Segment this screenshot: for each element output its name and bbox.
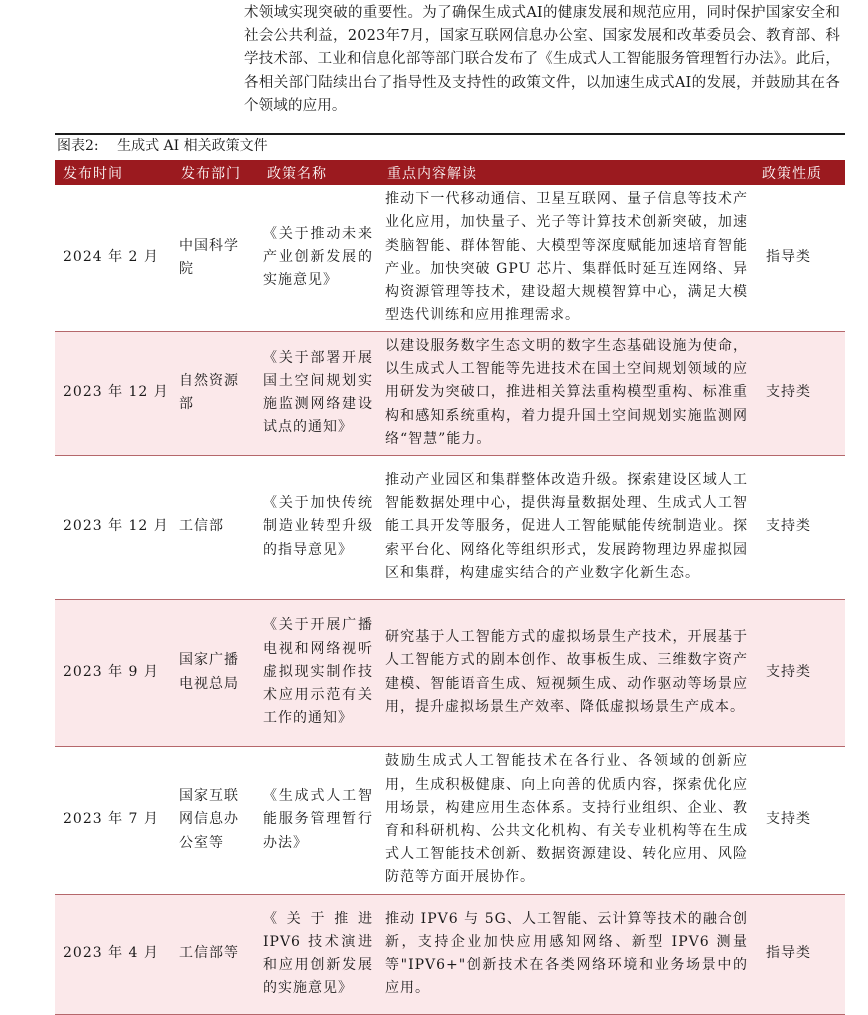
header-nature: 政策性质 (754, 160, 845, 185)
cell-policy-name: 《关于加快传统制造业转型升级的指导意见》 (259, 455, 379, 599)
policy-table (55, 160, 845, 1015)
caption-title: 生成式 AI 相关政策文件 (117, 138, 268, 154)
header-content: 重点内容解读 (379, 160, 754, 185)
cell-nature: 支持类 (754, 455, 845, 599)
cell-content: 研究基于人工智能方式的虚拟场景生产技术，开展基于人工智能方式的剧本创作、故事板生成、三维数字资产建模、智能语音生成、短视频生成、动作驱动等场景应用，提升虚拟场景生产效率、降低虚拟场景生产成本。 (379, 599, 754, 746)
cell-policy-name: 《关于开展广播电视和网络视听虚拟现实制作技术应用示范有关工作的通知》 (259, 599, 379, 746)
cell-nature: 支持类 (754, 746, 845, 894)
table-row (55, 599, 845, 746)
cell-dept: 自然资源部 (173, 331, 259, 455)
header-name: 政策名称 (259, 160, 379, 185)
cell-date: 2023 年 12 月 (55, 331, 173, 455)
header-dept: 发布部门 (173, 160, 259, 185)
header-date: 发布时间 (55, 160, 173, 185)
cell-dept: 国家广播电视总局 (173, 599, 259, 746)
cell-policy-name: 《关于推进 IPV6 技术演进和应用创新发展的实施意见》 (259, 894, 379, 1014)
cell-content: 以建设服务数字生态文明的数字生态基础设施为使命，以生成式人工智能等先进技术在国土空间规划领域的应用研发为突破口，推进相关算法重构模型重构、标准重构和感知系统重构，着力提升国土空间规划实施监测网络“智慧”能力。 (379, 331, 754, 455)
cell-dept: 工信部 (173, 455, 259, 599)
cell-dept: 中国科学院 (173, 185, 259, 331)
table-row (55, 455, 845, 599)
cell-content: 推动产业园区和集群整体改造升级。探索建设区域人工智能数据处理中心，提供海量数据处理、生成式人工智能工具开发等服务，促进人工智能赋能传统制造业。探索平台化、网络化等组织形式，发展跨物理边界虚拟园区和集群，构建虚实结合的产业数字化新生态。 (379, 455, 754, 599)
cell-date: 2023 年 12 月 (55, 455, 173, 599)
table-row (55, 894, 845, 1014)
table-row (55, 331, 845, 455)
table-row (55, 746, 845, 894)
cell-policy-name: 《生成式人工智能服务管理暂行办法》 (259, 746, 379, 894)
caption-label: 图表2: (57, 138, 99, 154)
cell-dept: 工信部等 (173, 894, 259, 1014)
cell-nature: 指导类 (754, 185, 845, 331)
cell-date: 2023 年 9 月 (55, 599, 173, 746)
table-row (55, 185, 845, 331)
cell-date: 2023 年 7 月 (55, 746, 173, 894)
cell-content: 鼓励生成式人工智能技术在各行业、各领域的创新应用，生成积极健康、向上向善的优质内容，探索优化应用场景，构建应用生态体系。支持行业组织、企业、教育和科研机构、公共文化机构、有关专业机构等在生成式人工智能技术创新、数据资源建设、转化应用、风险防范等方面开展协作。 (379, 746, 754, 894)
cell-policy-name: 《关于推动未来产业创新发展的实施意见》 (259, 185, 379, 331)
cell-nature: 指导类 (754, 894, 845, 1014)
table-header-row (55, 160, 845, 185)
intro-text: 术领域实现突破的重要性。为了确保生成式AI的健康发展和规范应用，同时保护国家安全和社会公共利益，2023年7月，国家互联网信息办公室、国家发展和改革委员会、教育部、科学技术部、工业和信息化部等部门联合发布了《生成式人工智能服务管理暂行办法》。此后，各相关部门陆续出台了指导性及支持性的政策文件，以加速生成式AI的发展，并鼓励其在各个领域的应用。 (244, 5, 840, 114)
table-caption (55, 133, 845, 158)
cell-nature: 支持类 (754, 599, 845, 746)
cell-content: 推动下一代移动通信、卫星互联网、量子信息等技术产业化应用，加快量子、光子等计算技术创新突破，加速类脑智能、群体智能、大模型等深度赋能加速培育智能产业。加快突破 GPU 芯片、集群低时延互连网络、异构资源管理等技术，建设超大规模智算中心，满足大模型迭代训练和应用推理需求。 (379, 185, 754, 331)
cell-policy-name: 《关于部署开展国土空间规划实施监测网络建设试点的通知》 (259, 331, 379, 455)
cell-dept: 国家互联网信息办公室等 (173, 746, 259, 894)
cell-content: 推动 IPV6 与 5G、人工智能、云计算等技术的融合创新，支持企业加快应用感知网络、新型 IPV6 测量等"IPV6+"创新技术在各类网络环境和业务场景中的应用。 (379, 894, 754, 1014)
cell-date: 2024 年 2 月 (55, 185, 173, 331)
cell-nature: 支持类 (754, 331, 845, 455)
intro-paragraph (244, 2, 840, 118)
cell-date: 2023 年 4 月 (55, 894, 173, 1014)
